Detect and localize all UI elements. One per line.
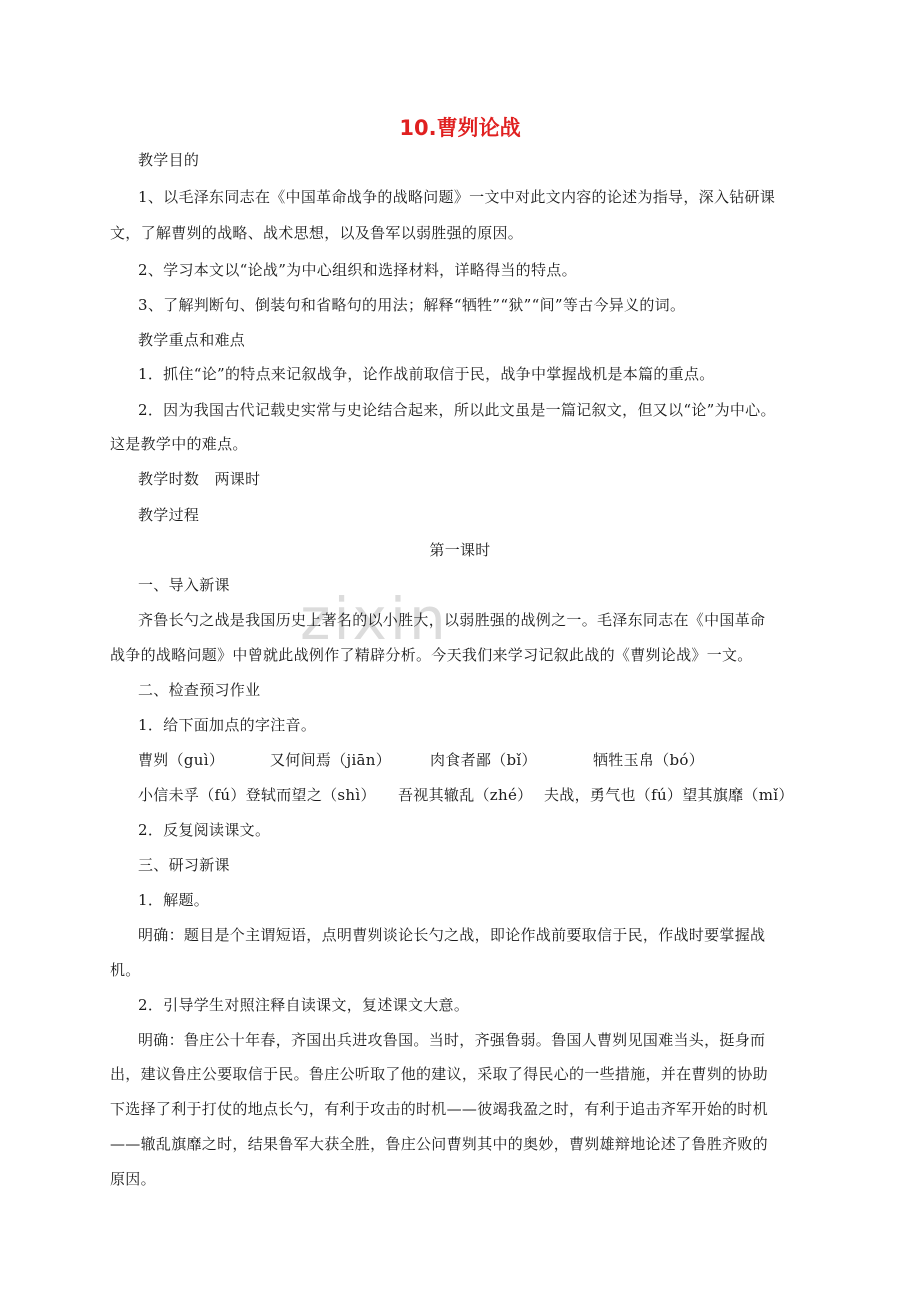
heading-intro: 一、导入新课 xyxy=(138,576,230,594)
paragraph-line: 出，建议鲁庄公要取信于民。鲁庄公听取了他的建议，采取了得民心的一些措施，并在曹刿的协助 xyxy=(110,1065,768,1083)
heading-check-homework: 二、检查预习作业 xyxy=(138,681,261,699)
paragraph-line: ——辙乱旗靡之时，结果鲁军大获全胜，鲁庄公问曹刿其中的奥妙，曹刿雄辩地论述了鲁胜齐败的 xyxy=(110,1135,768,1153)
pinyin-item: 夫战，勇气也（fú）望其旗靡（mǐ） xyxy=(544,786,794,804)
heading-process: 教学过程 xyxy=(138,506,200,524)
pinyin-item: 牺牲玉帛（bó） xyxy=(593,751,705,769)
paragraph-line: 战争的战略问题》中曾就此战例作了精辟分析。今天我们来学习记叙此战的《曹刿论战》一文。 xyxy=(110,646,753,664)
paragraph-line: 明确：题目是个主谓短语，点明曹刿谈论长勺之战，即论作战前要取信于民，作战时要掌握战 xyxy=(138,926,766,944)
paragraph-line: 文，了解曹刿的战略、战术思想，以及鲁军以弱胜强的原因。 xyxy=(110,224,524,242)
pinyin-item: 又何间焉（jiān） xyxy=(270,751,392,769)
pinyin-item: 曹刿（guì） xyxy=(138,751,225,769)
section-first-lesson: 第一课时 xyxy=(429,541,491,559)
paragraph-line: 机。 xyxy=(110,961,141,979)
paragraph-line: 这是教学中的难点。 xyxy=(110,435,248,453)
paragraph-line: 明确：鲁庄公十年春，齐国出兵进攻鲁国。当时，齐强鲁弱。鲁国人曹刿见国难当头，挺身而 xyxy=(138,1031,766,1049)
heading-hours: 教学时数 两课时 xyxy=(138,470,261,488)
pinyin-item: 肉食者鄙（bǐ） xyxy=(430,751,537,769)
heading-key-points: 教学重点和难点 xyxy=(138,331,246,349)
paragraph-line: 下选择了利于打仗的地点长勺，有利于攻击的时机——彼竭我盈之时，有利于追击齐军开始的时机 xyxy=(110,1100,768,1118)
pinyin-row-1 xyxy=(138,750,818,770)
heading-objectives: 教学目的 xyxy=(138,151,200,169)
paragraph-line: 2．引导学生对照注释自读课文，复述课文大意。 xyxy=(138,996,470,1014)
paragraph-line: 原因。 xyxy=(110,1170,156,1188)
paragraph-line: 1．抓住“论”的特点来记叙战争，论作战前取信于民，战争中掌握战机是本篇的重点。 xyxy=(138,365,715,383)
pinyin-item: 吾视其辙乱（zhé） xyxy=(398,786,533,804)
pinyin-row-2 xyxy=(138,785,818,805)
pinyin-item: 小信未孚（fú）登轼而望之（shì） xyxy=(138,786,376,804)
paragraph-line: 2、学习本文以“论战”为中心组织和选择材料，详略得当的特点。 xyxy=(138,261,577,279)
heading-study-new: 三、研习新课 xyxy=(138,856,230,874)
watermark: zixin xyxy=(300,585,449,653)
paragraph-line: 齐鲁长勺之战是我国历史上著名的以小胜大，以弱胜强的战例之一。毛泽东同志在《中国革命 xyxy=(138,611,766,629)
paragraph-line: 3、了解判断句、倒装句和省略句的用法；解释“牺牲”“狱”“间”等古今异义的词。 xyxy=(138,296,686,314)
paragraph-line: 2．因为我国古代记载史实常与史论结合起来，所以此文虽是一篇记叙文，但又以“论”为中心。 xyxy=(138,401,776,419)
document-title: 10.曹刿论战 xyxy=(399,116,521,140)
paragraph-line: 1．解题。 xyxy=(138,891,210,909)
paragraph-line: 2．反复阅读课文。 xyxy=(138,821,271,839)
paragraph-line: 1．给下面加点的字注音。 xyxy=(138,716,317,734)
paragraph-line: 1、以毛泽东同志在《中国革命战争的战略问题》一文中对此文内容的论述为指导，深入钻研课 xyxy=(138,188,776,206)
